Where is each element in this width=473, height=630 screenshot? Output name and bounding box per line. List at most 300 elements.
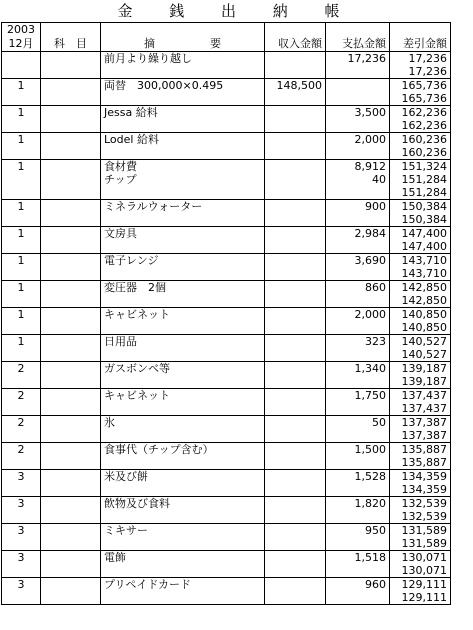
category-cell — [41, 335, 101, 349]
income-cell: 148,500 — [265, 79, 326, 93]
ledger-row — [2, 186, 451, 200]
balance-cell: 130,071 — [390, 551, 451, 565]
ledger-row — [2, 578, 451, 592]
description-cell: キャビネット — [101, 389, 265, 403]
day-cell — [2, 92, 41, 106]
payment-cell — [326, 186, 390, 200]
income-cell — [265, 294, 326, 308]
description-cell: 前月より繰り越し — [101, 52, 265, 66]
header-balance-top — [390, 23, 451, 38]
category-cell — [41, 537, 101, 551]
balance-cell: 150,384 — [390, 200, 451, 214]
payment-cell: 900 — [326, 200, 390, 214]
ledger-title: 金 銭 出 納 帳 — [117, 2, 356, 20]
balance-cell: 17,236 — [390, 65, 451, 79]
day-cell — [2, 402, 41, 416]
description-cell — [101, 591, 265, 605]
description-cell — [101, 510, 265, 524]
ledger-row — [2, 402, 451, 416]
description-cell — [101, 429, 265, 443]
header-category: 科 目 — [41, 37, 101, 52]
description-cell: 食事代（チップ含む） — [101, 443, 265, 457]
income-cell — [265, 200, 326, 214]
payment-cell: 2,984 — [326, 227, 390, 241]
payment-cell: 1,340 — [326, 362, 390, 376]
balance-cell: 135,887 — [390, 456, 451, 470]
day-cell — [2, 294, 41, 308]
header-category-top — [41, 23, 101, 38]
header-description: 摘 要 — [101, 37, 265, 52]
balance-cell: 143,710 — [390, 254, 451, 268]
description-cell — [101, 456, 265, 470]
income-cell — [265, 389, 326, 403]
income-cell — [265, 402, 326, 416]
category-cell — [41, 146, 101, 160]
ledger-row — [2, 321, 451, 335]
payment-cell — [326, 429, 390, 443]
ledger-row — [2, 92, 451, 106]
balance-cell: 139,187 — [390, 375, 451, 389]
balance-cell: 142,850 — [390, 294, 451, 308]
balance-cell: 135,887 — [390, 443, 451, 457]
balance-cell: 129,111 — [390, 578, 451, 592]
ledger-row — [2, 389, 451, 403]
day-cell: 1 — [2, 308, 41, 322]
balance-cell: 137,387 — [390, 416, 451, 430]
day-cell: 3 — [2, 524, 41, 538]
category-cell — [41, 524, 101, 538]
income-cell — [265, 551, 326, 565]
description-cell: 飲物及び食料 — [101, 497, 265, 511]
category-cell — [41, 375, 101, 389]
description-cell — [101, 92, 265, 106]
payment-cell — [326, 483, 390, 497]
day-cell — [2, 146, 41, 160]
category-cell — [41, 173, 101, 186]
income-cell — [265, 348, 326, 362]
ledger-row — [2, 281, 451, 295]
category-cell — [41, 362, 101, 376]
income-cell — [265, 443, 326, 457]
payment-cell: 1,750 — [326, 389, 390, 403]
category-cell — [41, 456, 101, 470]
income-cell — [265, 416, 326, 430]
payment-cell — [326, 92, 390, 106]
income-cell — [265, 524, 326, 538]
balance-cell: 17,236 — [390, 52, 451, 66]
day-cell — [2, 375, 41, 389]
category-cell — [41, 389, 101, 403]
description-cell: 氷 — [101, 416, 265, 430]
payment-cell: 17,236 — [326, 52, 390, 66]
ledger-row — [2, 362, 451, 376]
balance-cell: 140,850 — [390, 308, 451, 322]
payment-cell: 1,518 — [326, 551, 390, 565]
day-cell — [2, 186, 41, 200]
day-cell — [2, 173, 41, 186]
description-cell: 電子レンジ — [101, 254, 265, 268]
day-cell: 3 — [2, 497, 41, 511]
day-cell: 3 — [2, 470, 41, 484]
ledger-body — [2, 52, 451, 605]
income-cell — [265, 133, 326, 147]
day-cell — [2, 213, 41, 227]
payment-cell: 1,500 — [326, 443, 390, 457]
day-cell: 1 — [2, 79, 41, 93]
description-cell — [101, 119, 265, 133]
payment-cell: 3,690 — [326, 254, 390, 268]
description-cell — [101, 321, 265, 335]
payment-cell — [326, 294, 390, 308]
day-cell: 1 — [2, 106, 41, 120]
ledger-row — [2, 119, 451, 133]
day-cell — [2, 564, 41, 578]
header-month: 12月 — [2, 37, 41, 52]
balance-cell: 137,387 — [390, 429, 451, 443]
balance-cell: 151,324 — [390, 160, 451, 174]
description-cell — [101, 402, 265, 416]
description-cell — [101, 294, 265, 308]
ledger-header — [2, 23, 451, 52]
income-cell — [265, 119, 326, 133]
description-cell — [101, 146, 265, 160]
income-cell — [265, 92, 326, 106]
balance-cell: 165,736 — [390, 92, 451, 106]
income-cell — [265, 470, 326, 484]
income-cell — [265, 254, 326, 268]
ledger-row — [2, 227, 451, 241]
description-cell — [101, 213, 265, 227]
payment-cell — [326, 240, 390, 254]
category-cell — [41, 65, 101, 79]
category-cell — [41, 92, 101, 106]
header-description-top — [101, 23, 265, 38]
income-cell — [265, 227, 326, 241]
category-cell — [41, 308, 101, 322]
description-cell: 電飾 — [101, 551, 265, 565]
day-cell — [2, 537, 41, 551]
ledger-row — [2, 146, 451, 160]
payment-cell: 950 — [326, 524, 390, 538]
ledger-row — [2, 551, 451, 565]
category-cell — [41, 551, 101, 565]
ledger-row — [2, 79, 451, 93]
balance-cell: 129,111 — [390, 591, 451, 605]
balance-cell: 160,236 — [390, 146, 451, 160]
header-balance: 差引金額 — [390, 37, 451, 52]
ledger-table — [1, 22, 451, 605]
ledger-row — [2, 200, 451, 214]
income-cell — [265, 456, 326, 470]
income-cell — [265, 213, 326, 227]
day-cell: 1 — [2, 335, 41, 349]
day-cell — [2, 348, 41, 362]
income-cell — [265, 146, 326, 160]
day-cell: 2 — [2, 389, 41, 403]
ledger-row — [2, 348, 451, 362]
payment-cell: 3,500 — [326, 106, 390, 120]
description-cell: キャビネット — [101, 308, 265, 322]
description-cell: Jessa 給料 — [101, 106, 265, 120]
income-cell — [265, 335, 326, 349]
description-cell — [101, 186, 265, 200]
category-cell — [41, 79, 101, 93]
day-cell — [2, 119, 41, 133]
balance-cell: 131,589 — [390, 524, 451, 538]
category-cell — [41, 564, 101, 578]
ledger-row — [2, 497, 451, 511]
income-cell — [265, 281, 326, 295]
balance-cell: 140,850 — [390, 321, 451, 335]
ledger-row — [2, 564, 451, 578]
header-payment: 支払金額 — [326, 37, 390, 52]
income-cell — [265, 429, 326, 443]
balance-cell: 137,437 — [390, 402, 451, 416]
balance-cell: 160,236 — [390, 133, 451, 147]
ledger-row — [2, 375, 451, 389]
payment-cell — [326, 119, 390, 133]
category-cell — [41, 281, 101, 295]
header-income-top — [265, 23, 326, 38]
ledger-row — [2, 456, 451, 470]
ledger-row — [2, 416, 451, 430]
category-cell — [41, 497, 101, 511]
day-cell — [2, 267, 41, 281]
income-cell — [265, 537, 326, 551]
income-cell — [265, 564, 326, 578]
balance-cell: 147,400 — [390, 240, 451, 254]
category-cell — [41, 200, 101, 214]
day-cell — [2, 456, 41, 470]
day-cell: 3 — [2, 578, 41, 592]
category-cell — [41, 443, 101, 457]
payment-cell: 50 — [326, 416, 390, 430]
description-cell: プリペイドカード — [101, 578, 265, 592]
payment-cell — [326, 375, 390, 389]
ledger-row — [2, 591, 451, 605]
balance-cell: 165,736 — [390, 79, 451, 93]
ledger-row — [2, 483, 451, 497]
category-cell — [41, 429, 101, 443]
description-cell: 日用品 — [101, 335, 265, 349]
ledger-row — [2, 429, 451, 443]
payment-cell — [326, 402, 390, 416]
category-cell — [41, 591, 101, 605]
description-cell: ミネラルウォーター — [101, 200, 265, 214]
description-cell — [101, 537, 265, 551]
day-cell — [2, 240, 41, 254]
day-cell — [2, 483, 41, 497]
category-cell — [41, 160, 101, 174]
day-cell: 1 — [2, 254, 41, 268]
header-row-upper — [2, 23, 451, 38]
payment-cell: 2,000 — [326, 133, 390, 147]
header-payment-top — [326, 23, 390, 38]
payment-cell: 960 — [326, 578, 390, 592]
income-cell — [265, 321, 326, 335]
balance-cell: 132,539 — [390, 510, 451, 524]
payment-cell — [326, 79, 390, 93]
balance-cell: 132,539 — [390, 497, 451, 511]
balance-cell: 162,236 — [390, 119, 451, 133]
income-cell — [265, 510, 326, 524]
description-cell: 文房具 — [101, 227, 265, 241]
payment-cell — [326, 213, 390, 227]
category-cell — [41, 402, 101, 416]
ledger-row — [2, 308, 451, 322]
day-cell — [2, 321, 41, 335]
description-cell — [101, 375, 265, 389]
category-cell — [41, 267, 101, 281]
payment-cell: 40 — [326, 173, 390, 186]
balance-cell: 130,071 — [390, 564, 451, 578]
category-cell — [41, 240, 101, 254]
payment-cell: 2,000 — [326, 308, 390, 322]
category-cell — [41, 578, 101, 592]
balance-cell: 150,384 — [390, 213, 451, 227]
payment-cell — [326, 456, 390, 470]
ledger-row — [2, 106, 451, 120]
income-cell — [265, 362, 326, 376]
day-cell: 1 — [2, 133, 41, 147]
balance-cell: 143,710 — [390, 267, 451, 281]
payment-cell — [326, 348, 390, 362]
day-cell: 1 — [2, 281, 41, 295]
income-cell — [265, 497, 326, 511]
payment-cell — [326, 267, 390, 281]
ledger-row — [2, 294, 451, 308]
description-cell: 食材費 — [101, 160, 265, 174]
ledger-row — [2, 254, 451, 268]
ledger-row — [2, 213, 451, 227]
category-cell — [41, 119, 101, 133]
category-cell — [41, 254, 101, 268]
description-cell: チップ — [101, 173, 265, 186]
payment-cell — [326, 146, 390, 160]
category-cell — [41, 416, 101, 430]
ledger-row — [2, 537, 451, 551]
header-year: 2003 — [2, 23, 41, 38]
balance-cell: 147,400 — [390, 227, 451, 241]
income-cell — [265, 65, 326, 79]
payment-cell — [326, 65, 390, 79]
description-cell — [101, 267, 265, 281]
category-cell — [41, 321, 101, 335]
header-row-lower — [2, 37, 451, 52]
category-cell — [41, 483, 101, 497]
income-cell — [265, 52, 326, 66]
description-cell: ガスボンベ等 — [101, 362, 265, 376]
income-cell — [265, 240, 326, 254]
payment-cell — [326, 591, 390, 605]
ledger-row — [2, 470, 451, 484]
day-cell: 1 — [2, 160, 41, 174]
balance-cell: 139,187 — [390, 362, 451, 376]
balance-cell: 134,359 — [390, 470, 451, 484]
day-cell: 1 — [2, 227, 41, 241]
category-cell — [41, 213, 101, 227]
category-cell — [41, 133, 101, 147]
category-cell — [41, 510, 101, 524]
category-cell — [41, 106, 101, 120]
payment-cell: 323 — [326, 335, 390, 349]
ledger-row — [2, 443, 451, 457]
ledger-row — [2, 52, 451, 66]
balance-cell: 137,437 — [390, 389, 451, 403]
day-cell — [2, 591, 41, 605]
description-cell — [101, 348, 265, 362]
day-cell — [2, 65, 41, 79]
income-cell — [265, 578, 326, 592]
balance-cell: 151,284 — [390, 173, 451, 186]
description-cell: Lodel 給料 — [101, 133, 265, 147]
ledger-row — [2, 65, 451, 79]
ledger-row — [2, 240, 451, 254]
income-cell — [265, 173, 326, 186]
ledger-row — [2, 267, 451, 281]
day-cell — [2, 52, 41, 66]
ledger-row — [2, 160, 451, 174]
balance-cell: 162,236 — [390, 106, 451, 120]
day-cell: 2 — [2, 443, 41, 457]
ledger-row — [2, 133, 451, 147]
payment-cell — [326, 564, 390, 578]
balance-cell: 131,589 — [390, 537, 451, 551]
ledger-row — [2, 173, 451, 186]
description-cell — [101, 65, 265, 79]
description-cell — [101, 483, 265, 497]
category-cell — [41, 52, 101, 66]
description-cell — [101, 240, 265, 254]
income-cell — [265, 375, 326, 389]
category-cell — [41, 186, 101, 200]
day-cell: 2 — [2, 362, 41, 376]
payment-cell: 1,528 — [326, 470, 390, 484]
balance-cell: 142,850 — [390, 281, 451, 295]
day-cell: 1 — [2, 200, 41, 214]
header-income: 収入金額 — [265, 37, 326, 52]
description-cell: 変圧器 2個 — [101, 281, 265, 295]
category-cell — [41, 348, 101, 362]
payment-cell — [326, 510, 390, 524]
income-cell — [265, 106, 326, 120]
category-cell — [41, 227, 101, 241]
income-cell — [265, 483, 326, 497]
category-cell — [41, 470, 101, 484]
day-cell: 2 — [2, 416, 41, 430]
day-cell — [2, 429, 41, 443]
description-cell: 米及び餅 — [101, 470, 265, 484]
income-cell — [265, 591, 326, 605]
payment-cell: 8,912 — [326, 160, 390, 174]
ledger-row — [2, 510, 451, 524]
balance-cell: 134,359 — [390, 483, 451, 497]
payment-cell: 1,820 — [326, 497, 390, 511]
ledger-row — [2, 524, 451, 538]
balance-cell: 140,527 — [390, 348, 451, 362]
balance-cell: 140,527 — [390, 335, 451, 349]
income-cell — [265, 186, 326, 200]
category-cell — [41, 294, 101, 308]
payment-cell: 860 — [326, 281, 390, 295]
ledger-row — [2, 335, 451, 349]
balance-cell: 151,284 — [390, 186, 451, 200]
description-cell: ミキサー — [101, 524, 265, 538]
day-cell: 3 — [2, 551, 41, 565]
income-cell — [265, 160, 326, 174]
payment-cell — [326, 537, 390, 551]
income-cell — [265, 267, 326, 281]
